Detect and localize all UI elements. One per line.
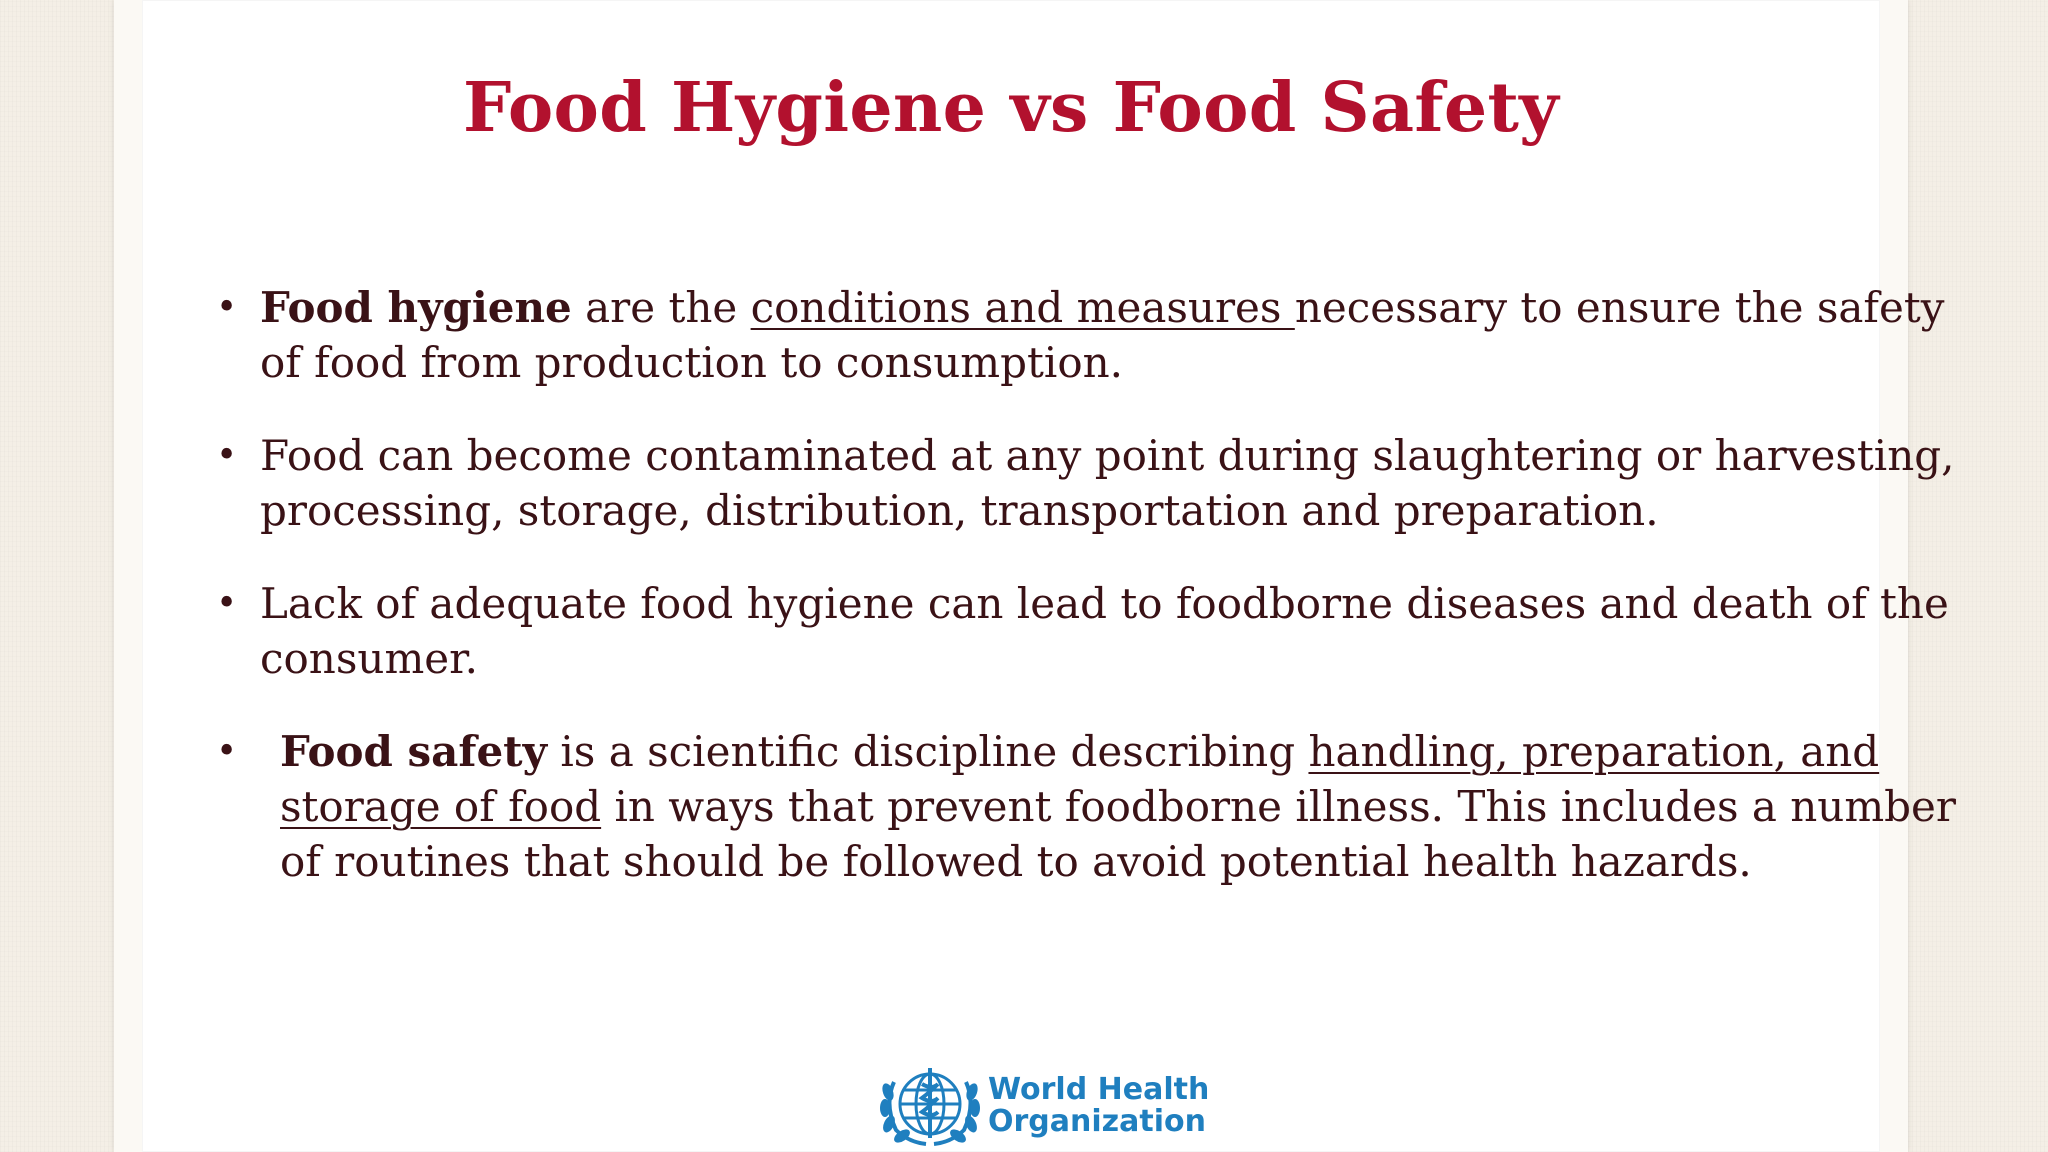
bullet-food-hygiene xyxy=(216,280,1956,390)
bold-term: Food hygiene xyxy=(260,283,572,332)
slide xyxy=(114,0,1956,1152)
bullet-list xyxy=(216,280,1956,927)
who-logo-line1: World Health xyxy=(988,1072,1210,1107)
who-logo-text xyxy=(988,1074,1209,1138)
bullet-marker: • xyxy=(216,731,238,772)
slide-title: Food Hygiene vs Food Safety xyxy=(463,68,1559,148)
bullet-text: is a scientific discipline describing xyxy=(547,727,1309,776)
bullet-text: in ways that prevent foodborne illness. This includes a number of routines that should be followed to avoid potential health hazards. xyxy=(280,782,1956,886)
bullet-marker: • xyxy=(216,287,238,328)
bullet-text: Food can become contaminated at any point during slaughtering or harvesting, processing, storage, distribution, transportation and preparation. xyxy=(260,431,1955,535)
bold-term: Food safety xyxy=(280,727,547,776)
who-emblem-icon xyxy=(876,1062,984,1148)
bullet-lack-of-hygiene xyxy=(216,576,1956,686)
bullet-marker: • xyxy=(216,435,238,476)
who-logo xyxy=(876,1062,1210,1148)
bullet-text: Lack of adequate food hygiene can lead to foodborne diseases and death of the consumer. xyxy=(260,579,1949,683)
who-logo-line2: Organization xyxy=(988,1104,1206,1139)
underlined-text: conditions and measures xyxy=(750,283,1295,332)
bullet-food-safety xyxy=(216,724,1956,889)
bullet-text: necessary to ensure the safety of food from production to consumption. xyxy=(260,283,1945,387)
bullet-text: are the xyxy=(571,283,751,332)
bullet-marker: • xyxy=(216,583,238,624)
bullet-contamination xyxy=(216,428,1956,538)
underlined-text: handling, preparation, and storage of food xyxy=(280,727,1880,831)
